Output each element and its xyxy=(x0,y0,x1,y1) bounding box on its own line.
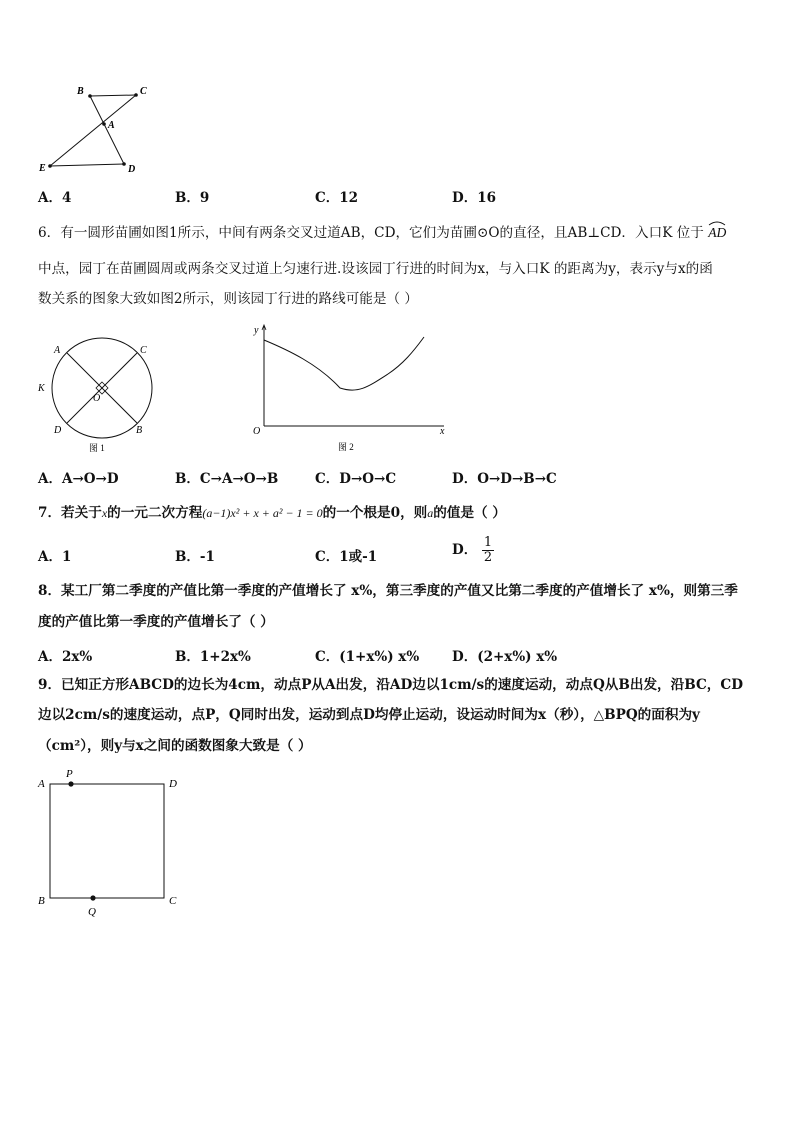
q8-option-b[interactable]: B．1+2x% xyxy=(175,649,251,665)
label-B: B xyxy=(77,86,84,97)
fig1-label-C: C xyxy=(140,345,147,356)
fig1-label-A: A xyxy=(54,345,61,356)
q6-option-c[interactable]: C．D→O→C xyxy=(315,471,397,487)
fig2-label-o: O xyxy=(253,426,261,437)
q8-line1: 8．某工厂第二季度的产值比第一季度的产值增长了 x%，第三季度的产值又比第二季度的产值增长了 x%，则第三季 xyxy=(38,583,738,599)
q5-option-a[interactable]: A．4 xyxy=(38,190,72,206)
label-A: A xyxy=(108,120,115,131)
q6-figure-1 xyxy=(34,335,169,455)
fig1-label-K: K xyxy=(38,383,45,394)
label-D: D xyxy=(128,164,136,175)
q7-option-b[interactable]: B．-1 xyxy=(175,549,215,565)
label-C: C xyxy=(140,86,147,97)
q9-line2: 边以2cm/s的速度运动，点P，Q同时出发，运动到点D均停止运动，设运动时间为x（秒），△BPQ的面积为y xyxy=(38,707,700,723)
q7-fraction: $\frac{1}{2}$ xyxy=(483,535,493,565)
q7-option-d[interactable]: D． $\frac{1}{2}$ xyxy=(452,535,493,565)
q8-line2: 度的产值比第一季度的产值增长了（ ） xyxy=(38,614,274,630)
q9-line1: 9．已知正方形ABCD的边长为4cm，动点P从A出发，沿AD边以1cm/s的速度运动，动点Q从B出发，沿BC，CD xyxy=(38,677,744,693)
q9-label-B: B xyxy=(38,895,45,907)
fig2-label-y: y xyxy=(254,325,259,336)
q9-label-D: D xyxy=(169,778,177,790)
q9-label-P: P xyxy=(66,768,73,780)
q7-stem: 7．若关于x的一元二次方程(a−1)x² + x + a² − 1 = 0的一个根是0，则a的值是（ ） xyxy=(38,505,506,521)
q5-figure xyxy=(30,80,160,180)
q5-option-d[interactable]: D．16 xyxy=(452,190,496,206)
q9-label-Q: Q xyxy=(88,906,96,918)
q9-label-C: C xyxy=(169,895,177,907)
fig1-label-B: B xyxy=(136,425,143,436)
q7-option-c[interactable]: C．1或-1 xyxy=(315,549,378,565)
q6-figure-2 xyxy=(248,322,458,457)
q9-figure xyxy=(30,764,200,924)
q8-option-a[interactable]: A．2x% xyxy=(38,649,93,665)
q7-option-a[interactable]: A．1 xyxy=(38,549,72,565)
fig1-label-D: D xyxy=(54,425,62,436)
fig1-label-O: O xyxy=(93,393,101,404)
fig1-caption: 图 1 xyxy=(89,443,105,453)
q5-option-b[interactable]: B．9 xyxy=(175,190,210,206)
fig2-caption: 图 2 xyxy=(338,442,354,452)
q6-option-b[interactable]: B．C→A→O→B xyxy=(175,471,279,487)
q6-option-a[interactable]: A．A→O→D xyxy=(38,471,119,487)
q9-line3: （cm²），则y与x之间的函数图象大致是（ ） xyxy=(38,738,312,754)
q6-line3: 数关系的图象大致如图2所示，则该园丁行进的路线可能是（ ） xyxy=(38,291,418,307)
q5-option-c[interactable]: C．12 xyxy=(315,190,359,206)
q8-option-c[interactable]: C．(1+x%) x% xyxy=(315,649,420,665)
q9-label-A: A xyxy=(38,778,45,790)
q8-option-d[interactable]: D．(2+x%) x% xyxy=(452,649,558,665)
q7-equation: (a−1)x² + x + a² − 1 = 0 xyxy=(202,506,323,520)
q6-line1: 6．有一圆形苗圃如图1所示，中间有两条交叉过道AB，CD，它们为苗圃⊙O的直径，且AB⊥CD．入口K 位于 AD xyxy=(38,223,726,243)
fig2-label-x: x xyxy=(440,426,445,437)
arc-ad: AD xyxy=(708,223,726,243)
q6-option-d[interactable]: D．O→D→B→C xyxy=(452,471,557,487)
q6-line2: 中点，园丁在苗圃圆周或两条交叉过道上匀速行进.设该园丁行进的时间为x，与入口K 的距离为y，表示y与x的函 xyxy=(38,261,713,277)
fig2-curve xyxy=(264,337,424,390)
label-E: E xyxy=(39,163,46,174)
